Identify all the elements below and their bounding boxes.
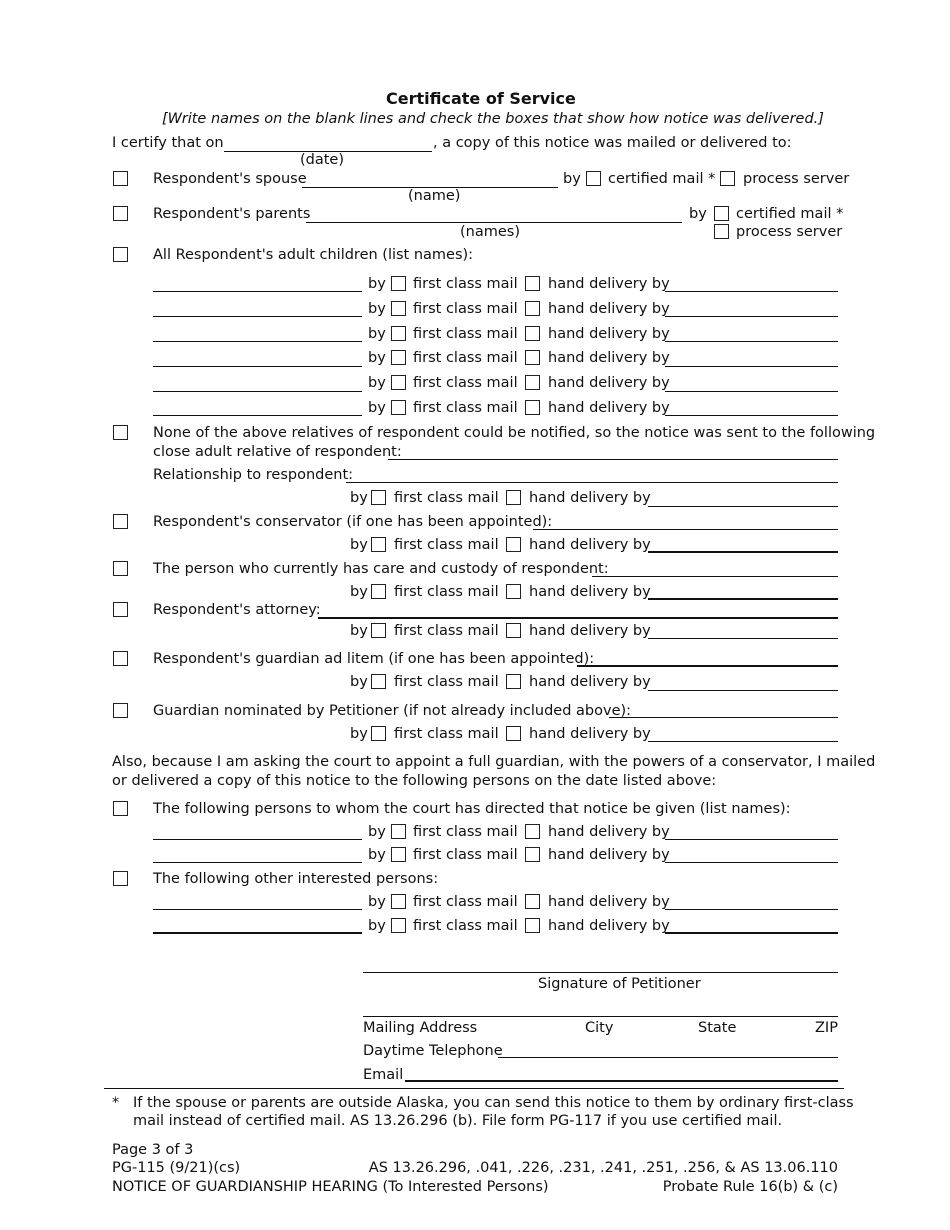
close-relative-name-field[interactable] — [388, 459, 838, 460]
footnote-text-2: mail instead of certified mail. AS 13.26.296 (b). File form PG-117 if you use certified mail. — [133, 1113, 783, 1129]
parents-label: Respondent's parents — [153, 206, 311, 222]
hand-delivery-field[interactable] — [648, 690, 838, 691]
conservator-label: Respondent's conservator (if one has been appointed): — [153, 514, 553, 530]
delivery-by: by — [368, 400, 386, 416]
first-class-checkbox[interactable] — [391, 350, 406, 365]
first-class-label: first class mail — [394, 490, 499, 506]
gal-checkbox[interactable] — [113, 651, 128, 666]
attorney-field[interactable] — [318, 617, 838, 619]
first-class-label: first class mail — [413, 847, 518, 863]
date-caption: (date) — [300, 152, 345, 168]
close-relative-text-2: close adult relative of respondent: — [153, 444, 402, 460]
nominated-checkbox[interactable] — [113, 703, 128, 718]
first-class-label: first class mail — [413, 301, 518, 317]
directed-name-field[interactable] — [153, 862, 362, 863]
first-class-checkbox[interactable] — [391, 918, 406, 933]
also-text-1: Also, because I am asking the court to appoint a full guardian, with the powers of a conservator, I mailed — [112, 754, 876, 770]
child-name-field[interactable] — [153, 316, 362, 317]
child-name-field[interactable] — [153, 415, 362, 416]
certify-suffix: , a copy of this notice was mailed or delivered to: — [433, 135, 792, 151]
first-class-checkbox[interactable] — [371, 537, 386, 552]
first-class-label: first class mail — [394, 726, 499, 742]
email-field[interactable] — [405, 1080, 838, 1082]
hand-delivery-field[interactable] — [665, 316, 838, 317]
first-class-label: first class mail — [413, 918, 518, 934]
hand-delivery-field[interactable] — [648, 551, 838, 553]
nominated-field[interactable] — [609, 717, 838, 718]
first-class-checkbox[interactable] — [371, 623, 386, 638]
phone-field[interactable] — [498, 1057, 838, 1058]
first-class-checkbox[interactable] — [391, 276, 406, 291]
hand-delivery-checkbox[interactable] — [525, 918, 540, 933]
delivery-by: by — [350, 490, 368, 506]
phone-label: Daytime Telephone — [363, 1043, 503, 1059]
parents-certified-label: certified mail * — [736, 206, 844, 222]
hand-delivery-field[interactable] — [648, 506, 838, 507]
email-label: Email — [363, 1067, 404, 1083]
child-name-field[interactable] — [153, 291, 362, 292]
mailing-address-field[interactable] — [363, 1016, 838, 1017]
other-name-field[interactable] — [153, 932, 362, 934]
hand-delivery-label: hand delivery by — [529, 726, 651, 742]
hand-delivery-label: hand delivery by — [548, 847, 670, 863]
delivery-by: by — [368, 276, 386, 292]
first-class-label: first class mail — [394, 674, 499, 690]
attorney-label: Respondent's attorney: — [153, 602, 321, 618]
first-class-label: first class mail — [394, 584, 499, 600]
delivery-by: by — [368, 350, 386, 366]
hand-delivery-label: hand delivery by — [548, 326, 670, 342]
hand-delivery-field[interactable] — [665, 862, 838, 863]
hand-delivery-label: hand delivery by — [548, 301, 670, 317]
delivery-by: by — [368, 918, 386, 934]
certify-prefix: I certify that on — [112, 135, 224, 151]
parents-checkbox[interactable] — [113, 206, 128, 221]
first-class-label: first class mail — [413, 400, 518, 416]
signature-caption: Signature of Petitioner — [538, 976, 701, 992]
hand-delivery-label: hand delivery by — [548, 400, 670, 416]
custody-label: The person who currently has care and custody of respondent: — [153, 561, 609, 577]
first-class-checkbox[interactable] — [391, 375, 406, 390]
hand-delivery-label: hand delivery by — [529, 490, 651, 506]
signature-field[interactable] — [363, 972, 838, 973]
hand-delivery-field[interactable] — [648, 741, 838, 742]
page-number: Page 3 of 3 — [112, 1142, 194, 1158]
others-checkbox[interactable] — [113, 871, 128, 886]
mailing-address-caption: Mailing Address — [363, 1020, 478, 1036]
attorney-checkbox[interactable] — [113, 602, 128, 617]
hand-delivery-label: hand delivery by — [548, 375, 670, 391]
first-class-checkbox[interactable] — [371, 584, 386, 599]
spouse-name-caption: (name) — [408, 188, 461, 204]
hand-delivery-label: hand delivery by — [529, 674, 651, 690]
hand-delivery-field[interactable] — [665, 366, 838, 367]
delivery-by: by — [350, 726, 368, 742]
hand-delivery-field[interactable] — [665, 839, 838, 840]
city-caption: City — [585, 1020, 614, 1036]
child-name-field[interactable] — [153, 341, 362, 342]
first-class-label: first class mail — [394, 623, 499, 639]
spouse-process-label: process server — [743, 171, 850, 187]
hand-delivery-checkbox[interactable] — [506, 537, 521, 552]
hand-delivery-label: hand delivery by — [548, 918, 670, 934]
hand-delivery-label: hand delivery by — [548, 350, 670, 366]
relationship-field[interactable] — [346, 482, 838, 483]
probate-rule: Probate Rule 16(b) & (c) — [662, 1179, 838, 1195]
parents-certified-checkbox[interactable] — [714, 206, 729, 221]
spouse-label: Respondent's spouse — [153, 171, 307, 187]
first-class-label: first class mail — [413, 824, 518, 840]
delivery-by: by — [368, 326, 386, 342]
hand-delivery-field[interactable] — [665, 415, 838, 416]
first-class-checkbox[interactable] — [391, 894, 406, 909]
hand-delivery-label: hand delivery by — [548, 276, 670, 292]
hand-delivery-checkbox[interactable] — [506, 726, 521, 741]
first-class-checkbox[interactable] — [371, 726, 386, 741]
state-caption: State — [698, 1020, 737, 1036]
hand-delivery-checkbox[interactable] — [525, 847, 540, 862]
first-class-checkbox[interactable] — [391, 301, 406, 316]
gal-label: Respondent's guardian ad litem (if one has been appointed): — [153, 651, 595, 667]
hand-delivery-checkbox[interactable] — [506, 674, 521, 689]
first-class-checkbox[interactable] — [391, 824, 406, 839]
delivery-by: by — [350, 584, 368, 600]
custody-field[interactable] — [592, 576, 838, 577]
footnote-text-1: If the spouse or parents are outside Alaska, you can send this notice to them by ordinary first-class — [133, 1095, 854, 1111]
delivery-by: by — [350, 623, 368, 639]
instruction-text: [Write names on the blank lines and check the boxes that show how notice was delivered.] — [162, 111, 824, 127]
first-class-label: first class mail — [413, 350, 518, 366]
hand-delivery-checkbox[interactable] — [506, 584, 521, 599]
custody-checkbox[interactable] — [113, 561, 128, 576]
hand-delivery-label: hand delivery by — [529, 537, 651, 553]
delivery-by: by — [350, 674, 368, 690]
hand-delivery-label: hand delivery by — [529, 584, 651, 600]
directed-label: The following persons to whom the court has directed that notice be given (list names): — [153, 801, 791, 817]
hand-delivery-field[interactable] — [665, 909, 838, 910]
first-class-label: first class mail — [413, 894, 518, 910]
spouse-process-checkbox[interactable] — [720, 171, 735, 186]
spouse-certified-checkbox[interactable] — [586, 171, 601, 186]
close-relative-checkbox[interactable] — [113, 425, 128, 440]
close-relative-text-1: None of the above relatives of respondent could be notified, so the notice was sent to the following — [153, 425, 876, 441]
first-class-checkbox[interactable] — [391, 326, 406, 341]
hand-delivery-field[interactable] — [648, 638, 838, 639]
spouse-certified-label: certified mail * — [608, 171, 716, 187]
first-class-checkbox[interactable] — [371, 490, 386, 505]
hand-delivery-label: hand delivery by — [548, 824, 670, 840]
parents-name-caption: (names) — [460, 224, 520, 240]
page-title: Certificate of Service — [386, 89, 576, 108]
hand-delivery-field[interactable] — [665, 291, 838, 292]
first-class-label: first class mail — [413, 276, 518, 292]
hand-delivery-field[interactable] — [648, 598, 838, 600]
delivery-by: by — [368, 824, 386, 840]
conservator-field[interactable] — [533, 529, 838, 530]
zip-caption: ZIP — [815, 1020, 838, 1036]
other-name-field[interactable] — [153, 909, 362, 910]
delivery-by: by — [368, 847, 386, 863]
parents-by: by — [689, 206, 707, 222]
first-class-checkbox[interactable] — [391, 400, 406, 415]
nominated-label: Guardian nominated by Petitioner (if not already included above): — [153, 703, 632, 719]
form-id: PG-115 (9/21)(cs) — [112, 1160, 241, 1176]
first-class-label: first class mail — [413, 326, 518, 342]
delivery-by: by — [368, 375, 386, 391]
delivery-by: by — [350, 537, 368, 553]
hand-delivery-field[interactable] — [665, 932, 838, 934]
hand-delivery-checkbox[interactable] — [525, 375, 540, 390]
hand-delivery-checkbox[interactable] — [525, 894, 540, 909]
footnote-star: * — [112, 1095, 120, 1111]
relationship-label: Relationship to respondent: — [153, 467, 354, 483]
hand-delivery-checkbox[interactable] — [506, 623, 521, 638]
hand-delivery-checkbox[interactable] — [525, 301, 540, 316]
children-checkbox[interactable] — [113, 247, 128, 262]
hand-delivery-checkbox[interactable] — [525, 400, 540, 415]
parents-process-label: process server — [736, 224, 843, 240]
also-text-2: or delivered a copy of this notice to the following persons on the date listed above: — [112, 773, 717, 789]
directed-name-field[interactable] — [153, 839, 362, 840]
hand-delivery-checkbox[interactable] — [506, 490, 521, 505]
first-class-label: first class mail — [394, 537, 499, 553]
others-label: The following other interested persons: — [153, 871, 439, 887]
conservator-checkbox[interactable] — [113, 514, 128, 529]
hand-delivery-checkbox[interactable] — [525, 326, 540, 341]
child-name-field[interactable] — [153, 366, 362, 367]
directed-checkbox[interactable] — [113, 801, 128, 816]
first-class-checkbox[interactable] — [371, 674, 386, 689]
first-class-label: first class mail — [413, 375, 518, 391]
hand-delivery-field[interactable] — [665, 341, 838, 342]
gal-field[interactable] — [577, 665, 838, 667]
child-name-field[interactable] — [153, 391, 362, 392]
hand-delivery-label: hand delivery by — [548, 894, 670, 910]
hand-delivery-label: hand delivery by — [529, 623, 651, 639]
form-title: NOTICE OF GUARDIANSHIP HEARING (To Interested Persons) — [112, 1179, 549, 1195]
spouse-by: by — [563, 171, 581, 187]
spouse-checkbox[interactable] — [113, 171, 128, 186]
parents-process-checkbox[interactable] — [714, 224, 729, 239]
hand-delivery-checkbox[interactable] — [525, 276, 540, 291]
hand-delivery-field[interactable] — [665, 391, 838, 392]
hand-delivery-checkbox[interactable] — [525, 350, 540, 365]
first-class-checkbox[interactable] — [391, 847, 406, 862]
delivery-by: by — [368, 301, 386, 317]
footnote-divider — [104, 1088, 844, 1089]
statutes: AS 13.26.296, .041, .226, .231, .241, .251, .256, & AS 13.06.110 — [368, 1160, 838, 1176]
delivery-by: by — [368, 894, 386, 910]
hand-delivery-checkbox[interactable] — [525, 824, 540, 839]
children-label: All Respondent's adult children (list names): — [153, 247, 474, 263]
